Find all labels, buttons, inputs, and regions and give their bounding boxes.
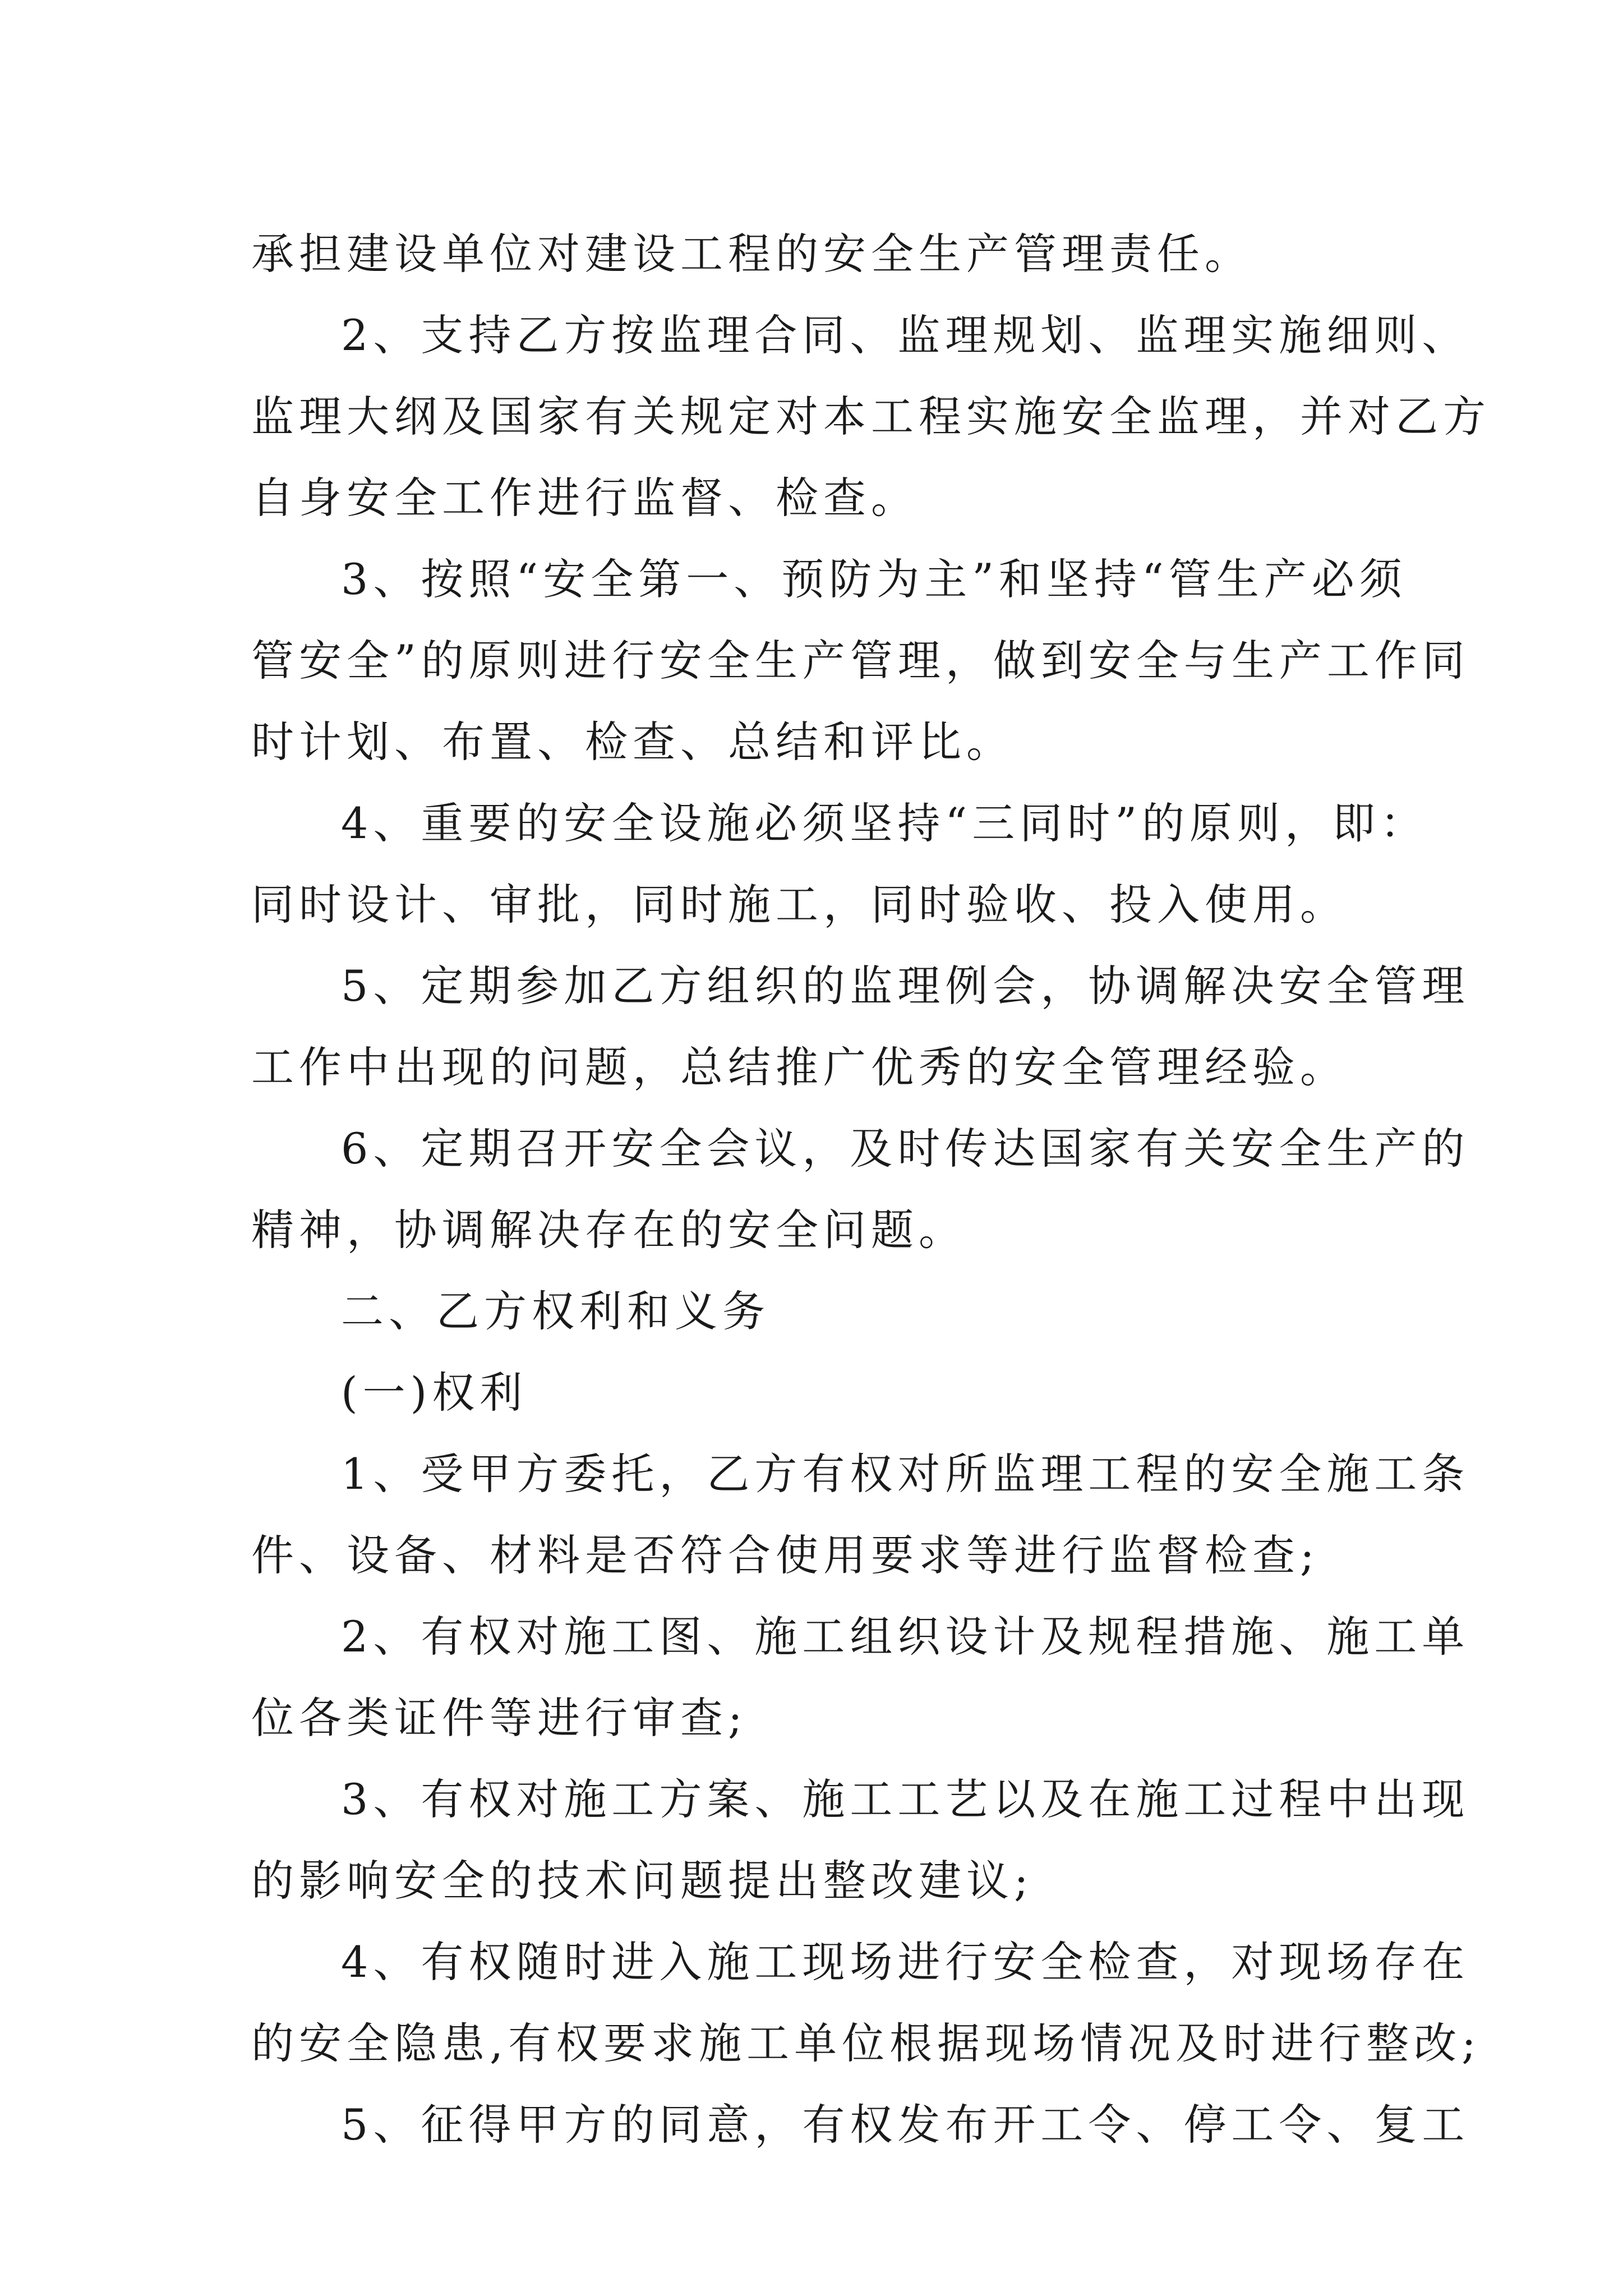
text-line: 管安全”的原则进行安全生产管理，做到安全与生产工作同 [251, 636, 1470, 685]
document-body [251, 213, 1491, 2165]
text-line: 时计划、布置、检查、总结和评比。 [251, 717, 1014, 767]
text-line: 监理大纲及国家有关规定对本工程实施安全监理，并对乙方 [251, 392, 1491, 441]
text-line: 6、定期召开安全会议，及时传达国家有关安全生产的 [341, 1124, 1470, 1174]
section-heading: 二、乙方权利和义务 [341, 1286, 770, 1336]
text-line: 件、设备、材料是否符合使用要求等进行监督检查; [251, 1530, 1320, 1580]
text-line: 5、定期参加乙方组织的监理例会，协调解决安全管理 [341, 961, 1470, 1011]
text-line: 5、征得甲方的同意，有权发布开工令、停工令、复工 [341, 2100, 1470, 2150]
text-line: 的安全隐患,有权要求施工单位根据现场情况及时进行整改; [251, 2018, 1481, 2068]
text-line: 承担建设单位对建设工程的安全生产管理责任。 [251, 229, 1252, 279]
text-line: 工作中出现的问题，总结推广优秀的安全管理经验。 [251, 1042, 1348, 1092]
text-line: 的影响安全的技术问题提出整改建议; [251, 1856, 1034, 1906]
subsection-heading: (一)权利 [341, 1368, 528, 1418]
text-line: 同时设计、审批，同时施工，同时验收、投入使用。 [251, 880, 1348, 930]
text-line: 3、按照“安全第一、预防为主”和坚持“管生产必须 [341, 554, 1407, 604]
text-line: 2、有权对施工图、施工组织设计及规程措施、施工单 [341, 1612, 1470, 1662]
text-line: 2、支持乙方按监理合同、监理规划、监理实施细则、 [341, 310, 1470, 360]
text-line: 精神，协调解决存在的安全问题。 [251, 1205, 966, 1255]
text-line: 4、重要的安全设施必须坚持“三同时”的原则，即： [341, 798, 1428, 848]
text-line: 位各类证件等进行审查; [251, 1693, 748, 1743]
text-line: 3、有权对施工方案、施工工艺以及在施工过程中出现 [341, 1774, 1470, 1824]
text-line: 1、受甲方委托，乙方有权对所监理工程的安全施工条 [341, 1449, 1470, 1499]
text-line: 4、有权随时进入施工现场进行安全检查，对现场存在 [341, 1937, 1470, 1987]
text-line: 自身安全工作进行监督、检查。 [251, 473, 919, 523]
